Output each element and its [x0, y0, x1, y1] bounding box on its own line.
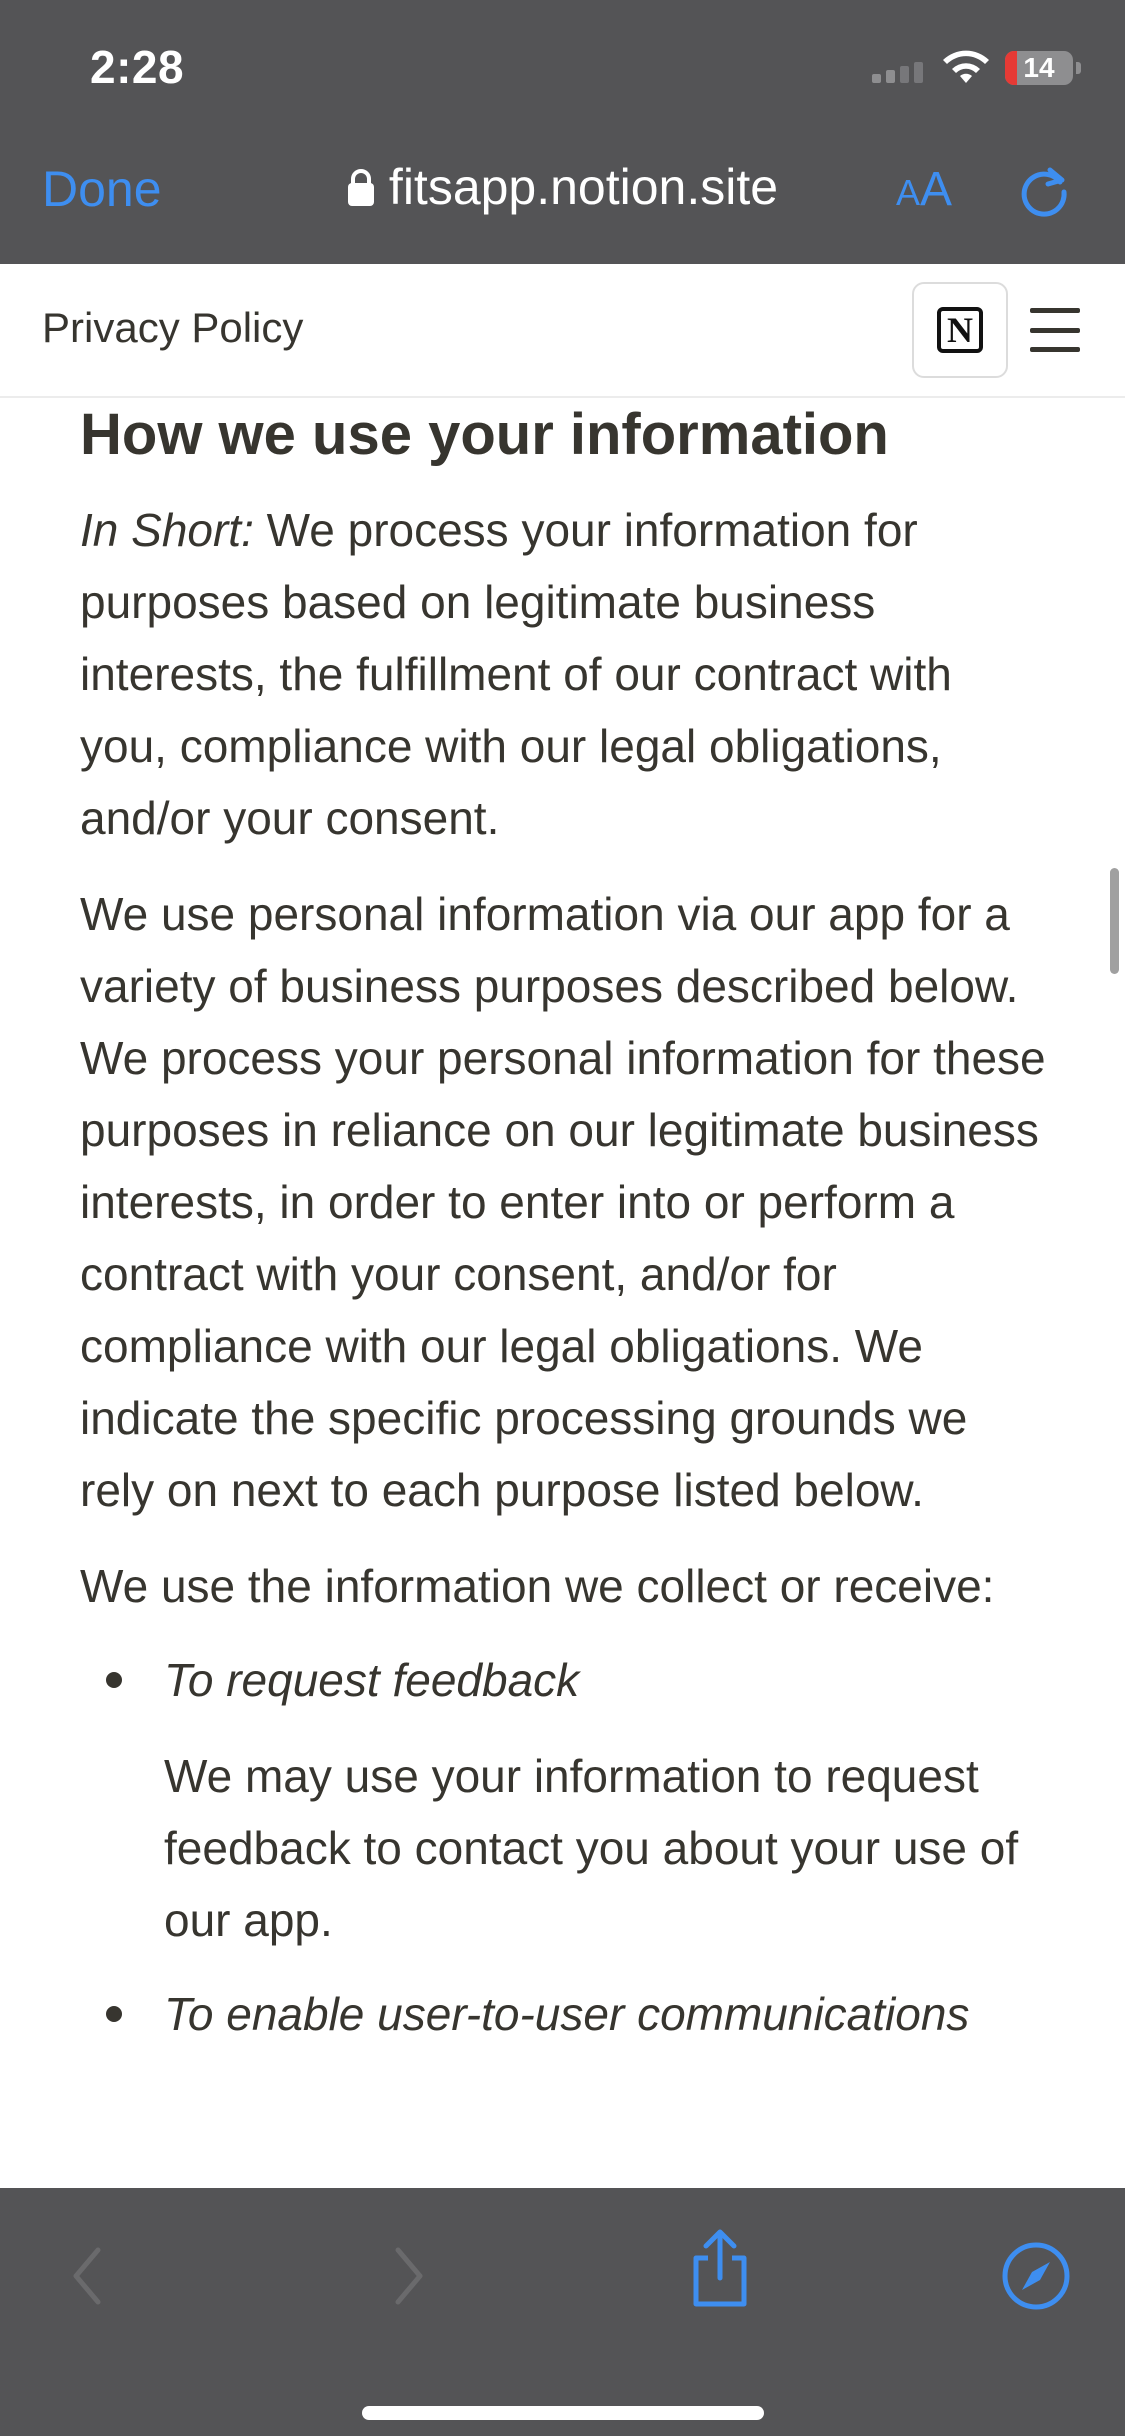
- text-size-button[interactable]: [896, 162, 952, 217]
- in-short-text: We process your information for purposes based on legitimate business interests, the fulfillment of our contract with you, compliance with our legal obligations, and/or your consent.: [80, 504, 952, 844]
- scrollbar[interactable]: [1110, 868, 1119, 974]
- battery-icon: [1005, 51, 1073, 85]
- page-title[interactable]: Privacy Policy: [42, 304, 304, 351]
- lock-icon: [347, 167, 375, 207]
- share-button[interactable]: [680, 2228, 760, 2308]
- section-heading: How we use your information: [80, 402, 889, 467]
- text-size-small-a: A: [896, 172, 921, 213]
- notion-logo-icon: N: [937, 307, 983, 353]
- notion-header: [0, 264, 1125, 398]
- share-icon: [688, 2228, 752, 2308]
- list-item-title: To enable user-to-user communications: [164, 1988, 970, 2040]
- notion-logo-button[interactable]: [912, 282, 1008, 378]
- url-text: fitsapp.notion.site: [388, 159, 779, 215]
- cellular-signal-icon: [872, 53, 923, 83]
- bullet-icon: [106, 1672, 122, 1688]
- home-indicator[interactable]: [362, 2406, 764, 2420]
- purposes-list: [80, 1644, 1050, 2050]
- battery-level: 14: [1023, 52, 1055, 83]
- collect-paragraph: We use the information we collect or receive:: [80, 1560, 995, 1612]
- back-button[interactable]: [48, 2236, 128, 2316]
- browser-top-bar: [0, 0, 1125, 264]
- compass-icon: [1000, 2240, 1072, 2312]
- battery-fill: [1005, 51, 1017, 85]
- purposes-paragraph: We use personal information via our app for a variety of business purposes described below. We process your personal information for these purposes in reliance on our legitimate business interests, in order to enter into or perform a contract with your consent, and/or for compliance with our legal obligations. We indicate the specific processing grounds we rely on next to each purpose listed below.: [80, 888, 1046, 1516]
- list-item-title: To request feedback: [164, 1654, 580, 1706]
- done-button[interactable]: Done: [42, 161, 162, 217]
- menu-icon[interactable]: [1030, 308, 1080, 352]
- content-column: [80, 400, 1050, 2050]
- bullet-icon: [106, 2006, 122, 2022]
- page-content: [0, 400, 1125, 2188]
- back-icon: [68, 2244, 108, 2308]
- address-bar[interactable]: [0, 158, 1125, 216]
- list-item: [80, 1978, 1050, 2050]
- reload-icon[interactable]: [1016, 162, 1072, 218]
- status-time: 2:28: [90, 41, 185, 93]
- forward-button[interactable]: [368, 2236, 448, 2316]
- battery-cap: [1076, 62, 1081, 74]
- browser-bottom-toolbar: [0, 2188, 1125, 2436]
- list-item: [80, 1644, 1050, 1956]
- compass-button[interactable]: [996, 2236, 1076, 2316]
- forward-icon: [388, 2244, 428, 2308]
- in-short-label: In Short:: [80, 504, 254, 556]
- text-size-large-a: A: [920, 163, 953, 216]
- wifi-icon: [941, 49, 991, 87]
- list-item-description: We may use your information to request feedback to contact you about your use of our app.: [164, 1750, 1019, 1946]
- status-indicators: [872, 46, 1081, 90]
- in-short-paragraph: [80, 494, 1050, 854]
